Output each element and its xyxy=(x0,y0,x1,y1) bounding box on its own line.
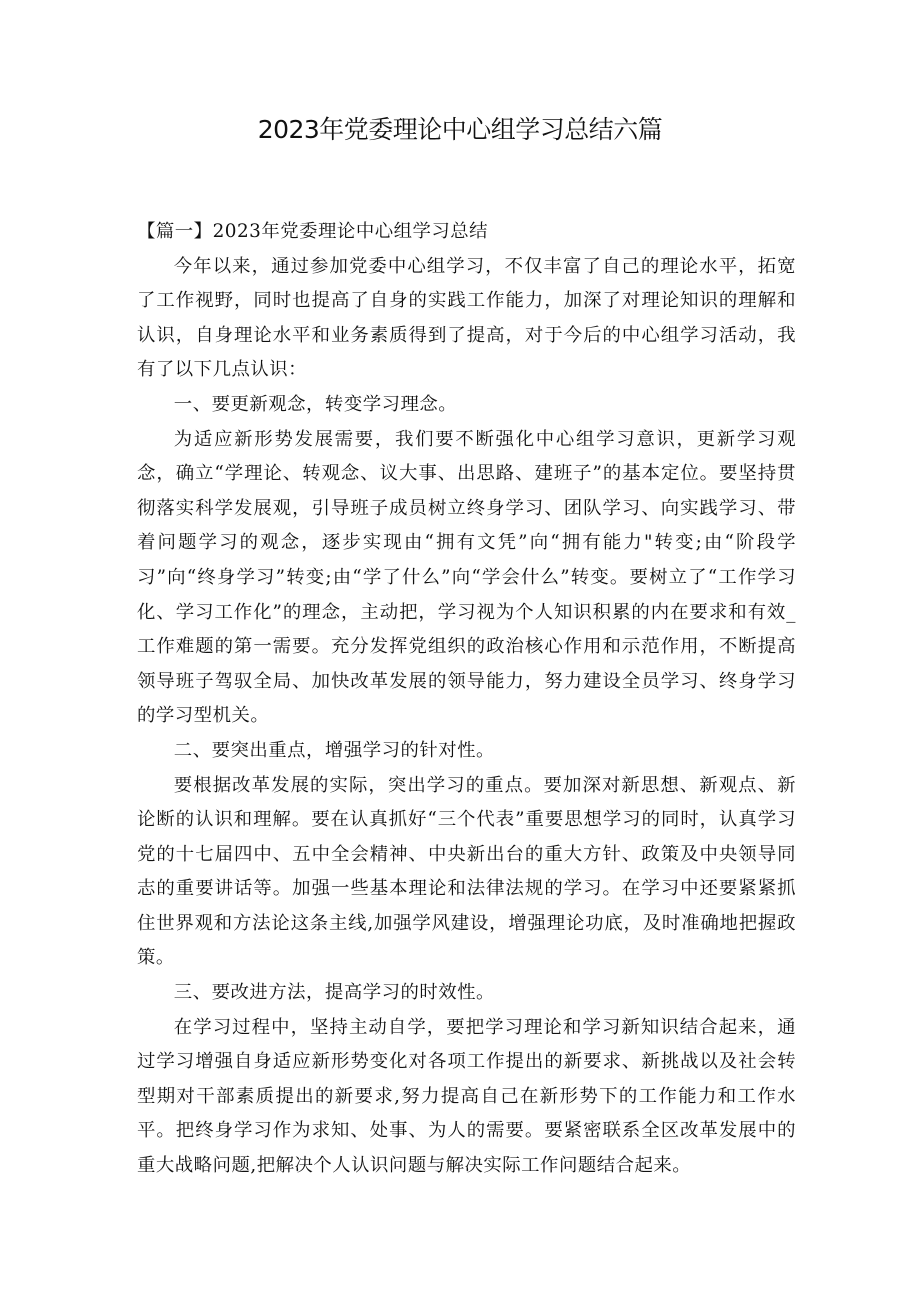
point-one-paragraph: 为适应新形势发展需要，我们要不断强化中心组学习意识，更新学习观念，确立“学理论、转观念、议大事、出思路、建班子”的基本定位。要坚持贯彻落实科学发展观，引导班子成员树立终身学习、团队学习、向实践学习、带着问题学习的观念，逐步实现由“拥有文凭”向“拥有能力"转变;由“阶段学习”向“终身学习”转变;由“学了什么”向“学会什么”转变。要树立了“工作学习化、学习工作化”的理念，主动把，学习视为个人知识积累的内在要求和有效_工作难题的第一需要。充分发挥党组织的政治核心作用和示范作用，不断提高领导班子驾驭全局、加快改革发展的领导能力，努力建设全员学习、终身学习的学习型机关。 xyxy=(137,428,796,727)
point-two-heading: 二、要突出重点，增强学习的针对性。 xyxy=(173,739,495,761)
point-one-heading: 一、要更新观念，转变学习理念。 xyxy=(173,393,458,415)
point-three-heading: 三、要改进方法，提高学习的时效性。 xyxy=(173,982,495,1004)
intro-paragraph: 今年以来，通过参加党委中心组学习，不仅丰富了自己的理论水平，拓宽了工作视野，同时也提高了自身的实践工作能力，加深了对理论知识的理解和认识，自身理论水平和业务素质得到了提高，对于今后的中心组学习活动，我有了以下几点认识： xyxy=(137,255,796,381)
section-heading: 【篇一】2023年党委理论中心组学习总结 xyxy=(137,221,489,242)
point-three-paragraph: 在学习过程中，坚持主动自学，要把学习理论和学习新知识结合起来，通过学习增强自身适应新形势变化对各项工作提出的新要求、新挑战以及社会转型期对干部素质提出的新要求,努力提高自己在新形势下的工作能力和工作水平。把终身学习作为求知、处事、为人的需要。要紧密联系全区改革发展中的重大战略问题,把解决个人认识问题与解决实际工作问题结合起来。 xyxy=(137,1016,796,1177)
document-body xyxy=(137,215,796,1184)
point-two-paragraph: 要根据改革发展的实际，突出学习的重点。要加深对新思想、新观点、新论断的认识和理解。要在认真抓好“三个代表”重要思想学习的同时，认真学习党的十七届四中、五中全会精神、中央新出台的重大方针、政策及中央领导同志的重要讲话等。加强一些基本理论和法律法规的学习。在学习中还要紧紧抓住世界观和方法论这条主线,加强学风建设，增强理论功底，及时准确地把握政策。 xyxy=(137,774,796,969)
document-title: 2023年党委理论中心组学习总结六篇 xyxy=(257,115,663,144)
